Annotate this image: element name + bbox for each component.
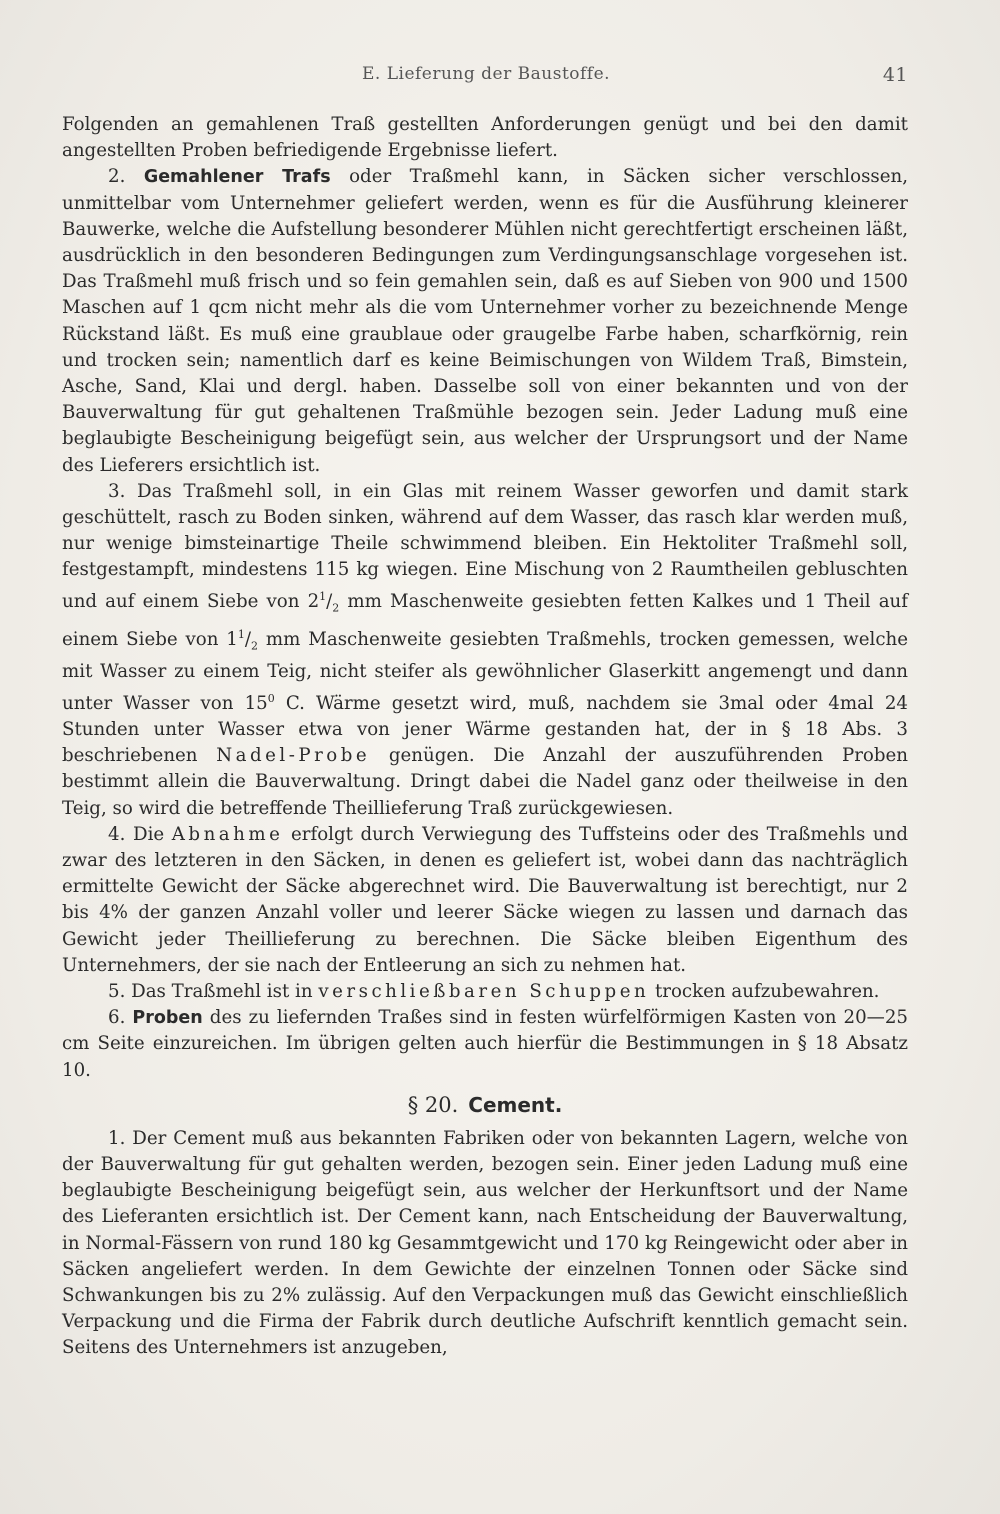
paragraph-3: 3. Das Traßmehl soll, in ein Glas mit reinem Wasser geworfen und damit stark geschüttelt, rasch zu Boden sinken, während auf dem Wasser, das rasch klar werden muß, nur wenige bimsteinartige Theile schwimmend bleiben. Ein Hektoliter Traßmehl soll, festgestampft, mindestens 115 kg wiegen. Eine Mischung von 2 Raumtheilen gebluschten und auf einem Siebe von $2^1/_2$ mm Maschenweite gesiebten fetten Kalkes und 1 Theil auf einem Siebe von $1^1/_2$ mm Maschenweite gesiebten Traßmehls, trocken gemessen, welche mit Wasser zu einem Teig, nicht steifer als gewöhnlicher Glaserkitt angemengt und dann unter Wasser von $15^0$ C. Wärme gesetzt wird, muß, nachdem sie 3mal oder 4mal 24 Stunden unter Wasser etwa von jener Wärme gestanden hat, der in § 18 Abs. 3 beschriebenen Nadel-Probe genügen. Die Anzahl der auszuführenden Proben bestimmt allein die Bauverwaltung. Dringt dabei die Nadel ganz oder theilweise in den Teig, so wird die betreffende Theillieferung Traß zurückgewiesen.	[62, 480, 908, 819]
paragraph-text: C. Wärme gesetzt wird, muß, nachdem sie 3mal oder 4mal 24 Stunden unter Wasser etwa von jener Wärme gestanden hat, der in § 18 Abs. 3 beschriebenen	[62, 692, 908, 767]
paragraph-text: trocken aufzubewahren.	[654, 980, 880, 1002]
running-head-title: E. Lieferung der Baustoffe.	[362, 64, 611, 84]
spaced-term-abnahme: Abnahme	[171, 823, 284, 845]
paragraph-7	[62, 1126, 908, 1362]
paragraph-6	[62, 1005, 908, 1084]
paragraph-text: des zu liefernden Traßes sind in festen würfelförmigen Kasten von 20—25 cm Seite einzureichen. Im übrigen gelten auch hierfür die Bestimmungen in § 18 Absatz 10.	[62, 1007, 908, 1081]
paragraph-text: 1. Der Cement muß aus bekannten Fabriken oder von bekannten Lagern, welche von der Bauverwaltung für gut gehalten werden, bezogen sein. Einer jeden Ladung muß eine beglaubigte Bescheinigung beigefügt sein, aus welcher der Herkunftsort und der Name des Lieferanten ersichtlich ist. Der Cement kann, nach Entscheidung der Bauverwaltung, in Normal-Fässern von rund 180 kg Gesammtgewicht und 170 kg Reingewicht oder aber in Säcken angeliefert werden. In dem Gewichte der einzelnen Tonnen oder Säcke sind Schwankungen bis zu 2% zulässig. Auf den Verpackungen muß das Gewicht einschließlich Verpackung und die Firma der Fabrik durch deutliche Aufschrift kenntlich gemacht sein. Seitens des Unternehmers ist anzugeben,	[62, 1127, 908, 1359]
paragraph-continuation	[62, 112, 908, 164]
fraction-denominator: 2	[251, 639, 259, 653]
running-head	[62, 64, 908, 88]
section-number: § 20.	[407, 1092, 459, 1117]
paragraph-text: mm Maschenweite gesiebten Traßmehls, trocken gemessen, welche mit Wasser zu einem Teig, nicht steifer als gewöhnlicher Glaserkitt angemengt und dann unter Wasser von 15	[62, 628, 908, 714]
paragraph-text: erfolgt durch Verwiegung des Tuffsteins oder des Traßmehls und zwar des letzteren in den Säcken, in denen es geliefert ist, wobei dann das nachträglich ermittelte Gewicht der Säcke abgerechnet wird. Die Bauverwaltung ist berechtigt, nur 2 bis 4% der ganzen Anzahl voller und leerer Säcke wiegen zu lassen und darnach das Gewicht jeder Theillieferung zu berechnen. Die Säcke bleiben Eigenthum des Unternehmers, der sie nach der Entleerung an sich zu nehmen hat.	[62, 823, 908, 976]
paragraph-4	[62, 822, 908, 979]
paragraph-text: oder Traßmehl kann, in Säcken sicher verschlossen, unmittelbar vom Unternehmer geliefert werden, wenn es für die Ausführung kleinerer Bauwerke, welche die Aufstellung besonderer Mühlen nicht gerechtfertigt erscheinen läßt, ausdrücklich in den besonderen Bedingungen zum Verdingungsanschlage vorgesehen ist. Das Traßmehl muß frisch und so fein gemahlen sein, daß es auf Sieben von 900 und 1500 Maschen auf 1 qcm nicht mehr als die vom Unternehmer vorher zu bezeichnende Menge Rückstand läßt. Es muß eine graublaue oder graugelbe Farbe haben, scharfkörnig, rein und trocken sein; namentlich darf es keine Beimischungen von Wildem Traß, Bimstein, Asche, Sand, Klai und dergl. haben. Dasselbe soll von einer bekannten und von der Bauverwaltung für gut gehaltenen Traßmühle bezogen sein. Jeder Ladung muß eine beglaubigte Bescheinigung beigefügt sein, aus welcher der Ursprungsort und der Name des Lieferers ersichtlich ist.	[62, 166, 908, 476]
fraction-numerator: 1	[319, 589, 327, 603]
paragraph-text: 5. Das Traßmehl ist in	[108, 980, 313, 1002]
spaced-term-nadel-probe: Nadel-Probe	[216, 745, 371, 767]
keyword-gemahlener-trass: Gemahlener Trafs	[143, 167, 331, 188]
item-number: 6.	[108, 1007, 126, 1029]
paragraph-2	[62, 164, 908, 478]
section-heading	[62, 1090, 908, 1120]
paragraph-text: mm Maschenweite gesiebten fetten Kalkes und 1 Theil auf einem Siebe von 1	[62, 590, 908, 650]
page-number: 41	[882, 64, 908, 86]
paragraph-text: 3. Das Traßmehl soll, in ein Glas mit reinem Wasser geworfen und damit stark geschüttelt, rasch zu Boden sinken, während auf dem Wasser, das rasch klar werden muß, nur wenige bimsteinartige Theile schwimmend bleiben. Ein Hektoliter Traßmehl soll, festgestampft, mindestens 115 kg wiegen. Eine Mischung von 2 Raumtheilen gebluschten und auf einem Siebe von 2	[62, 480, 908, 612]
paragraph-text: genügen. Die Anzahl der auszuführenden Proben bestimmt allein die Bauverwaltung. Dringt dabei die Nadel ganz oder theilweise in den Teig, so wird die betreffende Theillieferung Traß zurückgewiesen.	[62, 745, 908, 819]
fraction-numerator: 1	[237, 627, 245, 641]
item-number: 4. Die	[108, 823, 165, 845]
degree-sign: 0	[267, 691, 275, 705]
item-number: 2.	[108, 166, 126, 188]
spaced-term-schuppen: verschließbaren Schuppen	[318, 980, 650, 1002]
keyword-proben: Proben	[132, 1008, 203, 1029]
paragraph-5	[62, 979, 908, 1005]
page-body	[62, 112, 908, 1362]
fraction-denominator: 2	[332, 601, 340, 615]
section-title: Cement.	[468, 1092, 563, 1117]
paragraph-text: Folgenden an gemahlenen Traß gestellten Anforderungen genügt und bei den damit angestellten Proben befriedigende Ergebnisse liefert.	[62, 114, 908, 162]
